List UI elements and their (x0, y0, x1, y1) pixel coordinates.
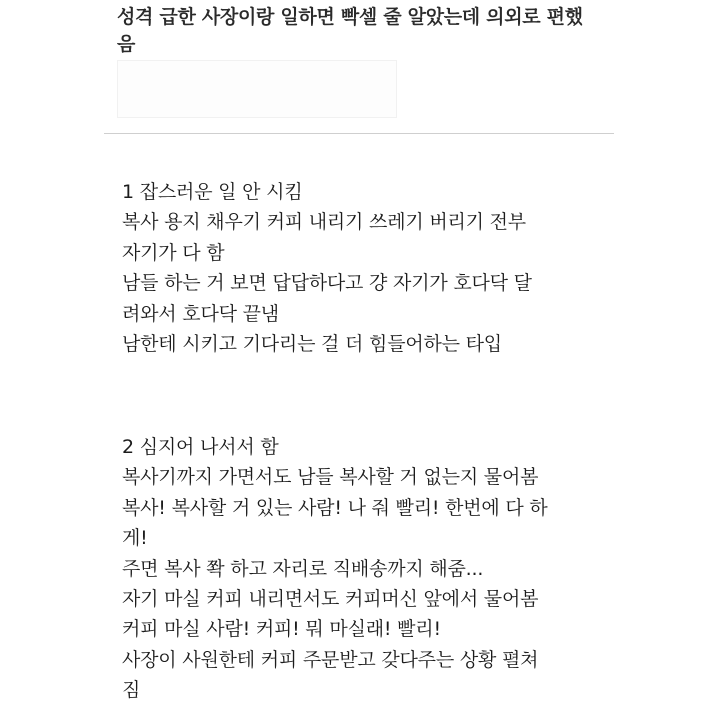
body-line: 남들 하는 거 보면 답답하다고 걍 자기가 호다닥 달 (122, 272, 532, 295)
body-line: 남한테 시키고 기다리는 걸 더 힘들어하는 타입 (122, 333, 502, 356)
body-line: 사장이 사원한테 커피 주문받고 갖다주는 상황 펼쳐 (122, 648, 539, 671)
blank-banner-box (117, 60, 397, 118)
body-line: 복사 용지 채우기 커피 내리기 쓰레기 버리기 전부 (122, 211, 526, 234)
section-two (122, 432, 602, 706)
header-divider (104, 133, 614, 134)
post-title: 성격 급한 사장이랑 일하면 빡셀 줄 알았는데 의외로 편했음 (117, 6, 583, 55)
body-line: 복사기까지 가면서도 남들 복사할 거 없는지 물어봄 (122, 466, 539, 489)
body-line: 복사! 복사할 거 있는 사람! 나 줘 빨리! 한번에 다 하 (122, 496, 548, 519)
body-line: 자기 마실 커피 내리면서도 커피머신 앞에서 물어봄 (122, 588, 539, 611)
body-line: 커피 마실 사람! 커피! 뭐 마실래! 빨리! (122, 618, 441, 641)
body-line: 자기가 다 함 (122, 241, 225, 264)
body-line: 짐 (122, 679, 141, 702)
body-line: 주면 복사 쫙 하고 자리로 직배송까지 해줌... (122, 557, 484, 580)
section-one (122, 177, 602, 359)
section-heading: 2 심지어 나서서 함 (122, 436, 279, 458)
body-line: 려와서 호다닥 끝냄 (122, 302, 279, 325)
section-heading: 1 잡스러운 일 안 시킴 (122, 181, 303, 203)
body-line: 게! (122, 527, 148, 550)
